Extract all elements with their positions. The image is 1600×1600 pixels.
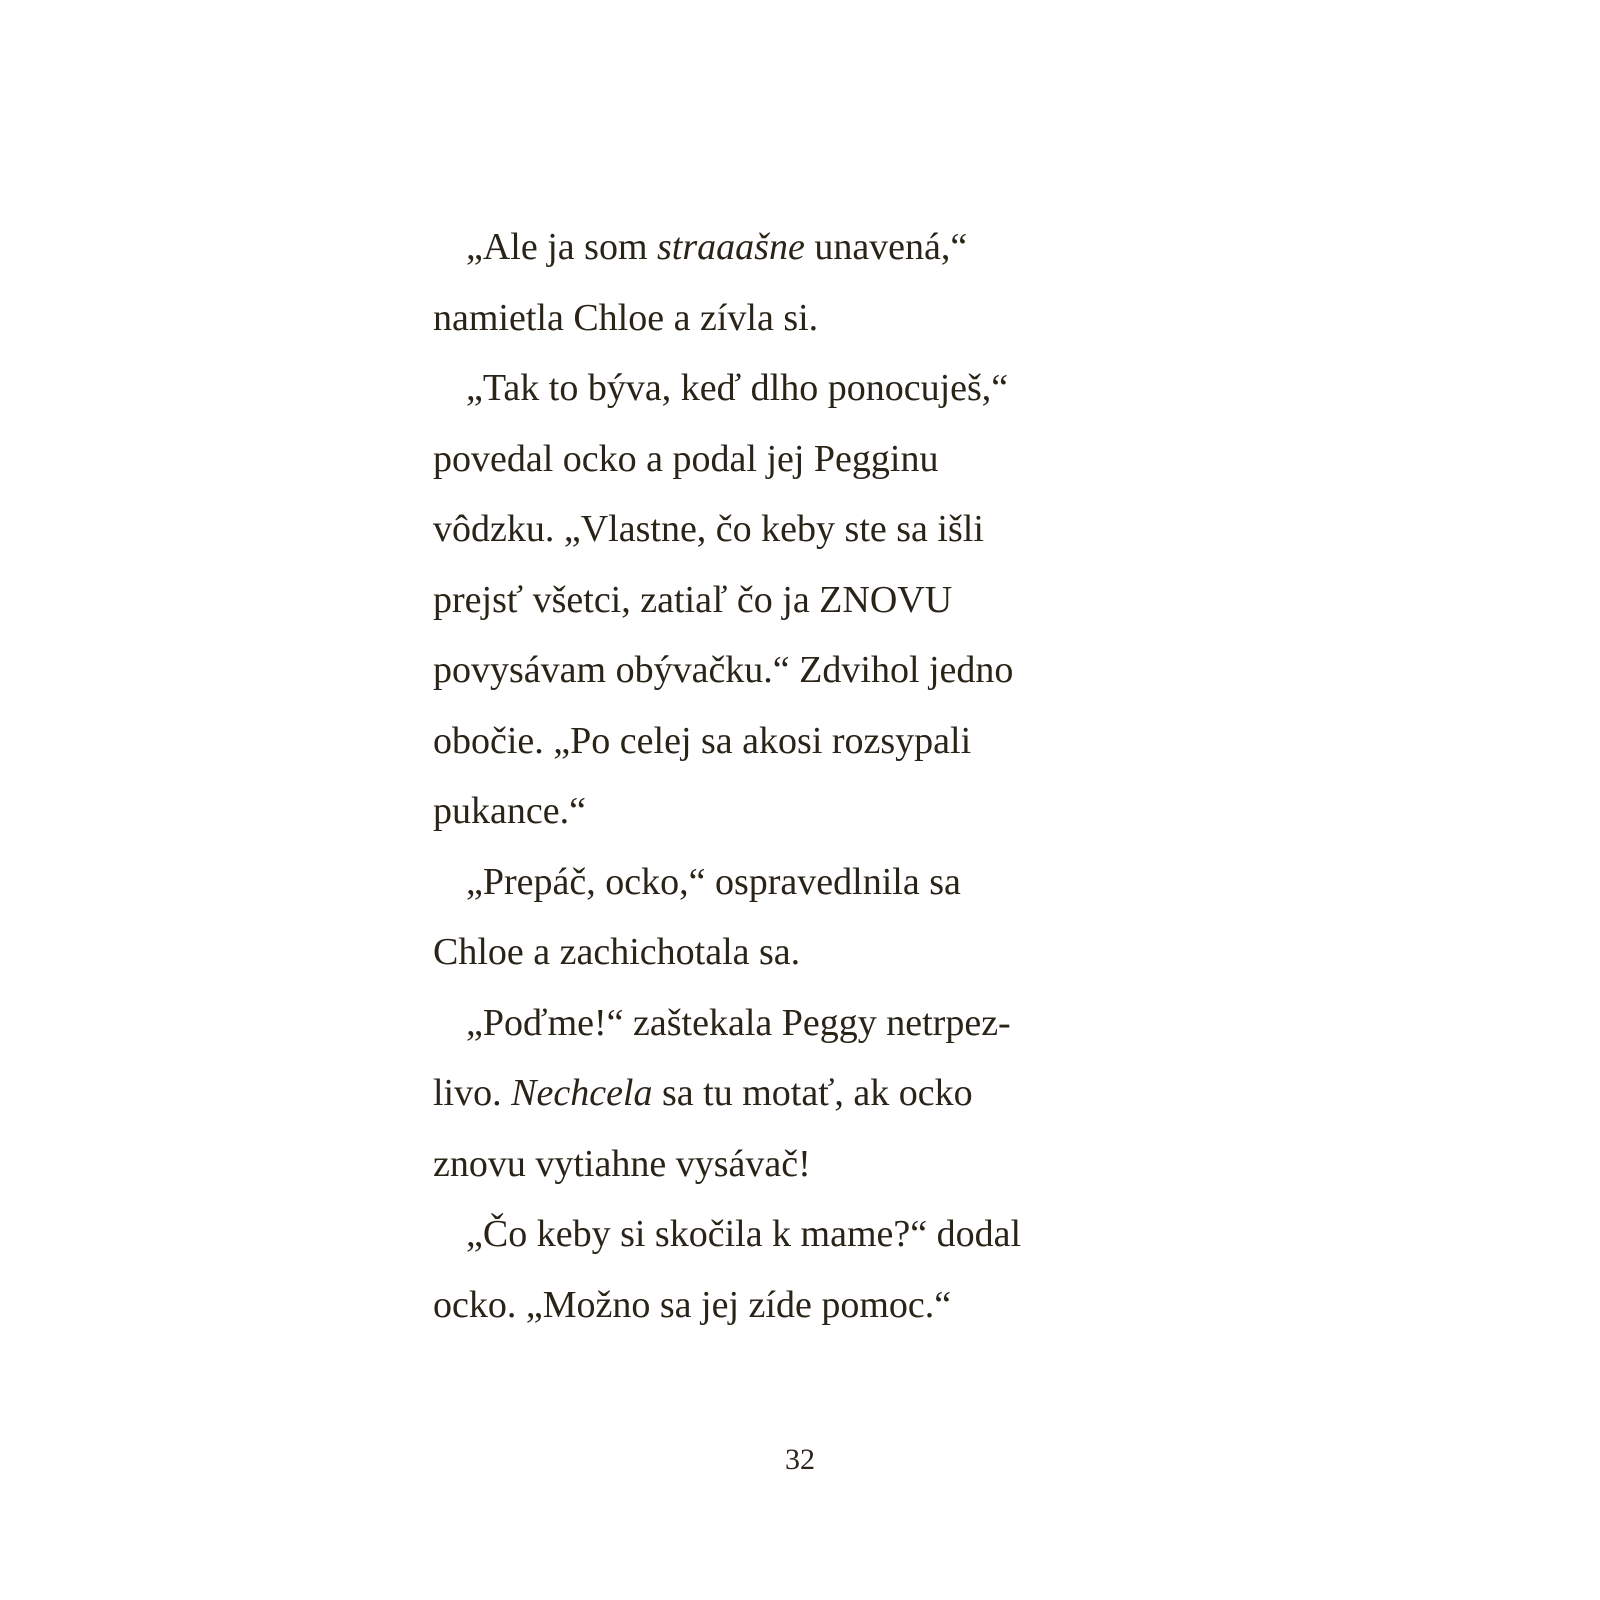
emphasized-text: Nechcela: [511, 1072, 653, 1114]
text-segment: „Prepáč, ocko,“ ospravedlnila sa: [466, 860, 961, 903]
text-line: [433, 776, 1153, 847]
text-line: [433, 1199, 1153, 1270]
text-line: [433, 353, 1153, 424]
text-line: [433, 565, 1153, 636]
text-segment: povysávam obývačku.“ Zdvihol jedno: [433, 649, 1014, 691]
text-segment: prejsť všetci, zatiaľ čo ja ZNOVU: [433, 578, 953, 621]
text-segment: Chloe a zachichotala sa.: [433, 931, 801, 973]
text-segment: vôdzku. „Vlastne, čo keby ste sa išli: [433, 508, 984, 550]
text-segment: ocko. „Možno sa jej zíde pomoc.“: [433, 1283, 952, 1326]
text-segment: „Ale ja som: [466, 226, 658, 268]
text-segment: povedal ocko a podal jej Pegginu: [433, 437, 939, 480]
text-line: [433, 1129, 1153, 1200]
text-line: [433, 706, 1153, 777]
text-segment: livo.: [433, 1072, 512, 1114]
text-line: [433, 847, 1153, 918]
body-text: [433, 212, 1153, 1340]
text-line: [433, 212, 1153, 283]
text-segment: obočie. „Po celej sa akosi rozsypali: [433, 719, 972, 762]
text-segment: „Poďme!“ zaštekala Peggy netrpez-: [466, 1001, 1011, 1044]
page-number: 32: [785, 1443, 815, 1476]
text-segment: namietla Chloe a zívla si.: [433, 296, 819, 339]
text-line: [433, 635, 1153, 706]
emphasized-text: straaašne: [657, 226, 805, 268]
text-line: [433, 988, 1153, 1059]
text-line: [433, 494, 1153, 565]
text-segment: sa tu motať, ak ocko: [652, 1072, 973, 1114]
text-segment: znovu vytiahne vysávač!: [433, 1142, 811, 1185]
text-line: [433, 1270, 1153, 1341]
text-line: [433, 283, 1153, 354]
text-segment: „Čo keby si skočila k mame?“ dodal: [466, 1213, 1022, 1255]
text-segment: unavená,“: [804, 226, 968, 268]
text-line: [433, 424, 1153, 495]
text-line: [433, 1058, 1153, 1129]
text-segment: „Tak to býva, keď dlho ponocuješ,“: [466, 367, 1009, 409]
text-segment: pukance.“: [433, 790, 586, 832]
text-line: [433, 917, 1153, 988]
